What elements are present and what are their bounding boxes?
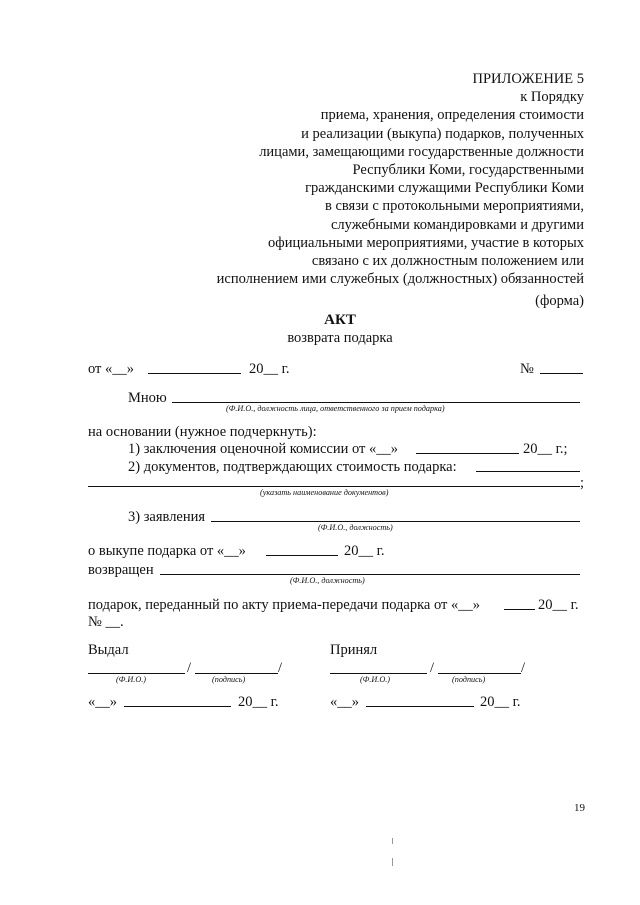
basis-label: на основании (нужное подчеркнуть): <box>88 424 317 440</box>
returned-person-line[interactable] <box>160 574 580 575</box>
documents-line-1[interactable] <box>476 471 580 472</box>
page-number: 19 <box>574 802 585 814</box>
header-line: исполнением ими служебных (должностных) обязанностей <box>216 271 584 288</box>
returned-label: возвращен <box>88 562 154 578</box>
documents-line-2[interactable] <box>88 486 580 487</box>
issued-date: «__» <box>88 694 117 710</box>
received-date-line[interactable] <box>366 706 474 707</box>
issued-label: Выдал <box>88 642 129 658</box>
basis-item-3: 3) заявления <box>128 509 206 525</box>
date-year: 20__ г. <box>249 361 290 377</box>
received-label: Принял <box>330 642 378 658</box>
gift-transfer-text: подарок, переданный по акту приема-передачи подарка от «__» <box>88 597 481 613</box>
purchase-date-line[interactable] <box>266 555 338 556</box>
received-sign-line[interactable] <box>438 673 521 674</box>
issued-sign-line[interactable] <box>195 673 278 674</box>
received-date: «__» <box>330 694 359 710</box>
date-from: от «__» <box>88 361 135 377</box>
issued-slash-end: / <box>278 660 283 676</box>
commission-date-line[interactable] <box>416 453 519 454</box>
basis-item-1-year: 20__ г.; <box>523 441 568 457</box>
issued-name-line[interactable] <box>88 673 185 674</box>
received-slash: / <box>430 660 435 676</box>
application-caption: (Ф.И.О., должность) <box>318 523 393 532</box>
number-label: № <box>520 361 534 377</box>
act-title: АКТ <box>324 312 356 328</box>
header-line: к Порядку <box>520 89 584 106</box>
purchase-year: 20__ г. <box>344 543 385 559</box>
received-year: 20__ г. <box>480 694 521 710</box>
scan-mark <box>392 858 393 866</box>
header-line: лицами, замещающими государственные должности <box>259 143 584 160</box>
purchase-label: о выкупе подарка от «__» <box>88 543 246 559</box>
received-name-line[interactable] <box>330 673 427 674</box>
issued-name-caption: (Ф.И.О.) <box>116 675 147 684</box>
received-sign-caption: (подпись) <box>452 675 486 684</box>
header-line: в связи с протокольными мероприятиями, <box>324 198 584 215</box>
appendix-title: ПРИЛОЖЕНИЕ 5 <box>472 71 584 87</box>
returned-person-caption: (Ф.И.О., должность) <box>290 576 365 585</box>
basis-item-1: 1) заключения оценочной комиссии от «__» <box>128 441 398 457</box>
application-line[interactable] <box>211 521 580 522</box>
responsible-person-line[interactable] <box>172 402 580 403</box>
date-month-line[interactable] <box>148 373 241 374</box>
gift-date-line[interactable] <box>504 609 535 610</box>
issued-date-line[interactable] <box>124 706 231 707</box>
gift-number: № __. <box>88 614 124 630</box>
documents-semicolon: ; <box>580 475 585 491</box>
header-line: Республики Коми, государственными <box>352 162 584 179</box>
scan-mark <box>392 838 393 844</box>
by-me-label: Мною <box>128 390 167 406</box>
header-line: приема, хранения, определения стоимости <box>320 107 584 124</box>
responsible-person-caption: (Ф.И.О., должность лица, ответственного за прием подарка) <box>226 404 445 413</box>
header-line: связано с их должностным положением или <box>311 253 584 270</box>
issued-slash: / <box>187 660 192 676</box>
header-line: служебными командировками и другими <box>330 216 584 233</box>
basis-item-2: 2) документов, подтверждающих стоимость подарка: <box>128 459 457 475</box>
appendix-header <box>164 70 584 288</box>
header-line: официальными мероприятиями, участие в которых <box>268 234 584 251</box>
issued-sign-caption: (подпись) <box>212 675 246 684</box>
header-line: и реализации (выкупа) подарков, полученных <box>301 125 584 142</box>
number-line[interactable] <box>540 373 583 374</box>
header-line: гражданскими служащими Республики Коми <box>305 180 584 197</box>
gift-year: 20__ г. <box>538 597 579 613</box>
form-label: (форма) <box>535 293 584 309</box>
documents-caption: (указать наименование документов) <box>260 488 389 497</box>
received-name-caption: (Ф.И.О.) <box>360 675 391 684</box>
act-subtitle: возврата подарка <box>287 330 393 346</box>
issued-year: 20__ г. <box>238 694 279 710</box>
received-slash-end: / <box>521 660 526 676</box>
